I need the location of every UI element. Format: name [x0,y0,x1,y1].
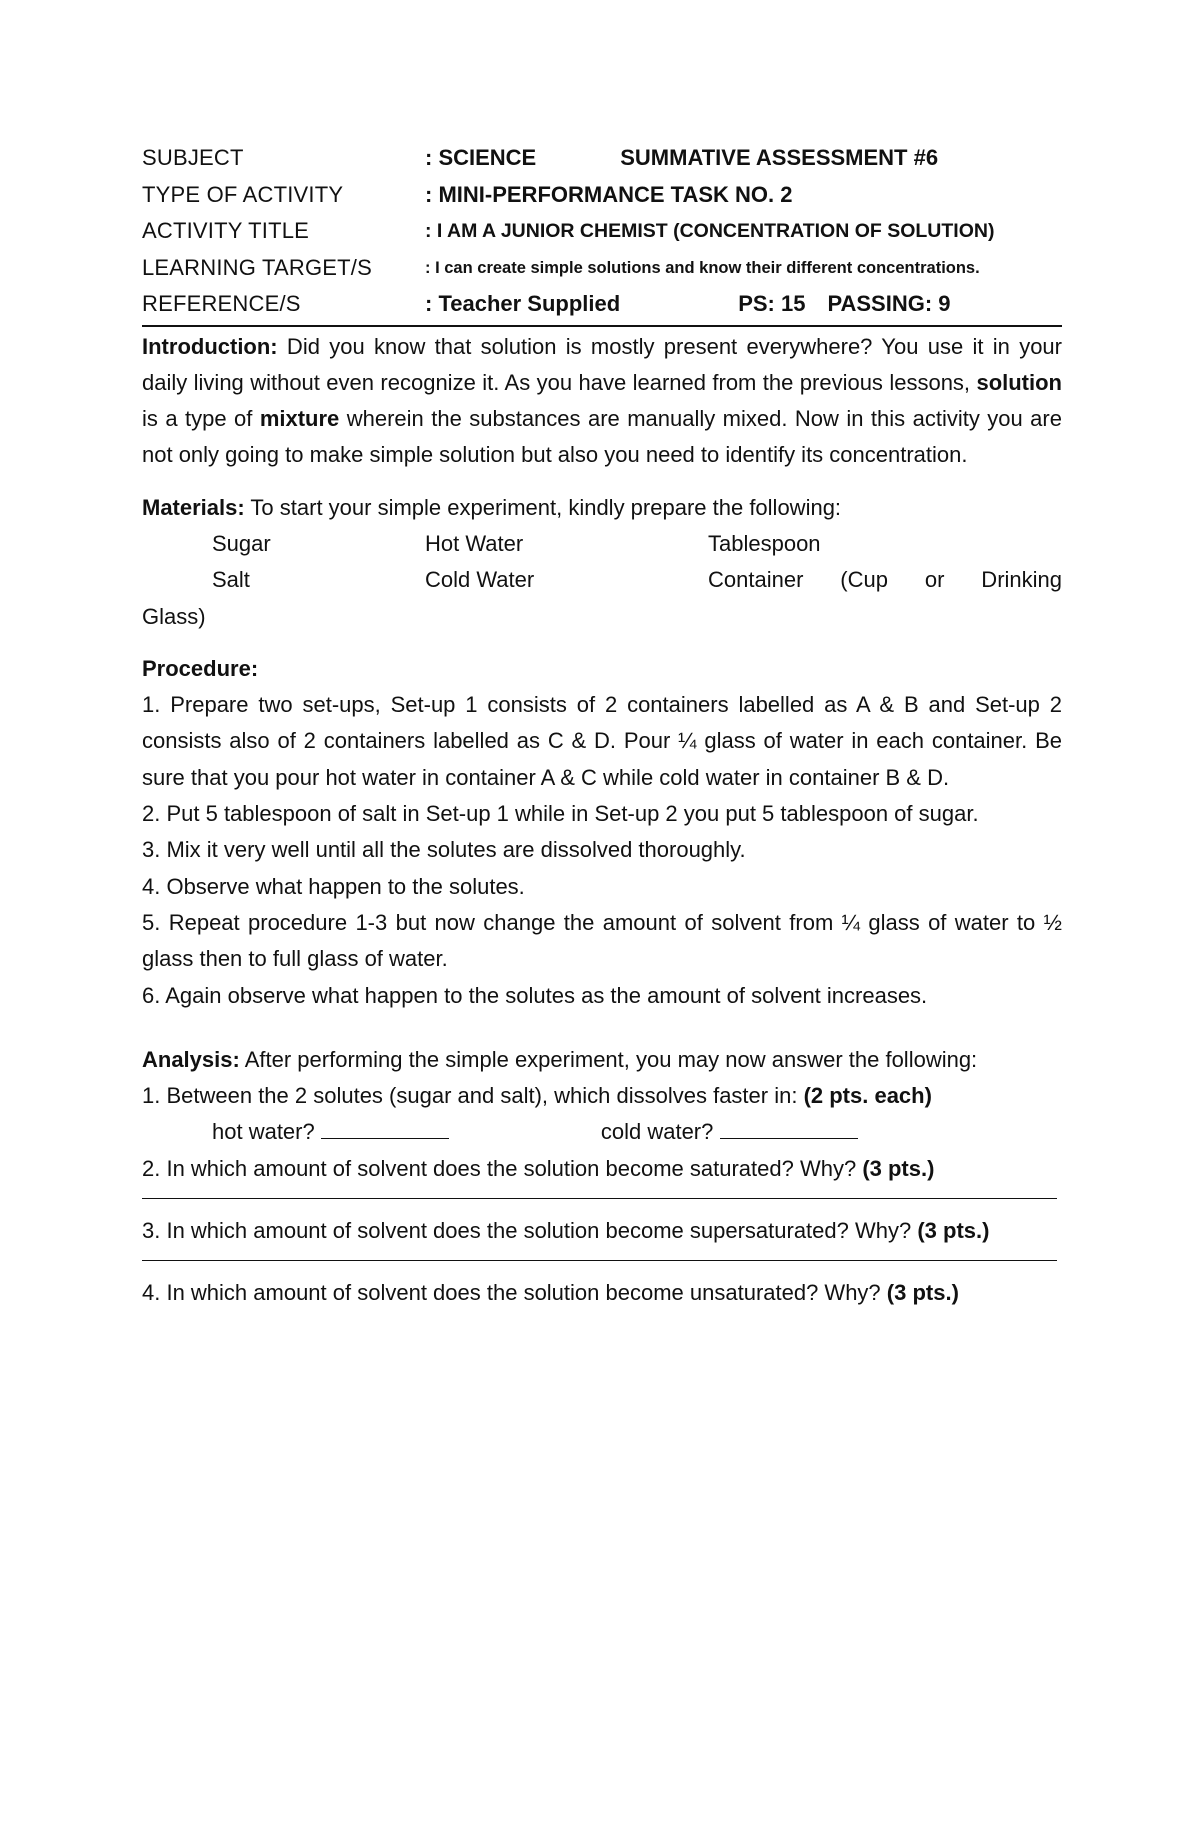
target-value: : I can create simple solutions and know their different concentrations. [425,258,980,277]
type-label: TYPE OF ACTIVITY [142,181,344,207]
cold-water-answer-blank[interactable] [720,1134,858,1139]
procedure-step: 5. Repeat procedure 1-3 but now change the amount of solvent from ¼ glass of water to ½ glass then to full glass of water. [142,909,1062,972]
question-2 [142,1151,1062,1187]
introduction-text-b: is a type of [142,406,260,432]
subject-value: : SCIENCE [425,145,537,170]
procedure-heading [142,651,1062,687]
question-4-text: 4. In which amount of solvent does the solution become unsaturated? Why? [142,1280,887,1306]
question-1-text: 1. Between the 2 solutes (sugar and salt), which dissolves faster in: [142,1083,804,1109]
question-2-answer-line[interactable] [142,1197,1057,1199]
materials-intro-text: To start your simple experiment, kindly prepare the following: [244,494,842,520]
introduction-text-c: wherein the substances are manually mixed. Now in this activity you are not only going to make simple solution but also you need to identify its concentration. [142,406,1062,468]
procedure-step: 2. Put 5 tablespoon of salt in Set-up 1 while in Set-up 2 you put 5 tablespoon of sugar. [142,801,979,827]
type-value: : MINI-PERFORMANCE TASK NO. 2 [425,181,793,207]
question-4-points: (3 pts.) [886,1280,959,1306]
analysis-intro-text: After performing the simple experiment, you may now answer the following: [239,1046,978,1072]
header-divider [142,325,1062,327]
question-4 [142,1275,1062,1311]
materials-section [142,490,1062,635]
subject-label: SUBJECT [142,145,244,170]
material-item: Sugar [212,530,271,556]
subject-value-row [425,140,1062,177]
header-table [142,140,1062,323]
material-item: Tablespoon [708,530,821,556]
analysis-intro [142,1042,1062,1078]
material-item: Salt [212,567,250,593]
target-label: LEARNING TARGET/S [142,254,372,280]
materials-row-2 [142,562,1062,598]
analysis-heading: Analysis: [142,1046,240,1072]
question-1 [142,1078,1062,1114]
material-item: Container (Cup or Drinking [708,567,1062,593]
question-3 [142,1213,1062,1249]
solution-term: solution [976,369,1062,395]
ps-score: PS: 15 [738,291,806,316]
question-3-points: (3 pts.) [917,1218,990,1244]
reference-value-row [425,286,1062,323]
question-1-answers [142,1114,1062,1150]
procedure-section [142,651,1062,1014]
material-item: Hot Water [425,530,524,556]
materials-heading: Materials: [142,494,245,520]
introduction-paragraph [142,329,1062,474]
introduction-text-a: Did you know that solution is mostly present everywhere? You use it in your daily living without even recognize it. As you have learned from the previous lessons, [142,333,1062,395]
procedure-heading-text: Procedure: [142,655,259,681]
analysis-section [142,1042,1062,1312]
introduction-heading: Introduction: [142,333,278,359]
passing-score: PASSING: 9 [827,291,951,316]
worksheet [142,140,1062,1312]
mixture-term: mixture [259,406,340,432]
procedure-step: 1. Prepare two set-ups, Set-up 1 consists of 2 containers labelled as A & B and Set-up 2 consists also of 2 containers labelled as C & D. Pour ¼ glass of water in each container. Be sure that you pour hot water in container A & C while cold water in container B & D. [142,692,1062,790]
hot-water-label: hot water? [212,1119,315,1145]
materials-row-1 [142,526,1062,562]
procedure-step: 3. Mix it very well until all the solutes are dissolved thoroughly. [142,837,746,863]
title-value: : I AM A JUNIOR CHEMIST (CONCENTRATION OF SOLUTION) [425,220,995,242]
procedure-step: 6. Again observe what happen to the solutes as the amount of solvent increases. [142,982,928,1008]
question-3-text: 3. In which amount of solvent does the solution become supersaturated? Why? [142,1218,918,1244]
materials-intro [142,490,1062,526]
assessment-title: SUMMATIVE ASSESSMENT #6 [620,145,939,170]
material-item: Cold Water [425,567,535,593]
question-1-points: (2 pts. each) [803,1083,932,1109]
cold-water-label: cold water? [600,1119,714,1145]
question-2-text: 2. In which amount of solvent does the solution become saturated? Why? [142,1155,863,1181]
reference-label: REFERENCE/S [142,291,301,316]
reference-value: : Teacher Supplied [425,291,621,316]
hot-water-answer-blank[interactable] [321,1134,449,1139]
question-2-points: (3 pts.) [862,1155,935,1181]
title-label: ACTIVITY TITLE [142,218,310,243]
materials-wrap: Glass) [142,603,206,629]
question-3-answer-line[interactable] [142,1259,1057,1261]
procedure-step: 4. Observe what happen to the solutes. [142,873,525,899]
